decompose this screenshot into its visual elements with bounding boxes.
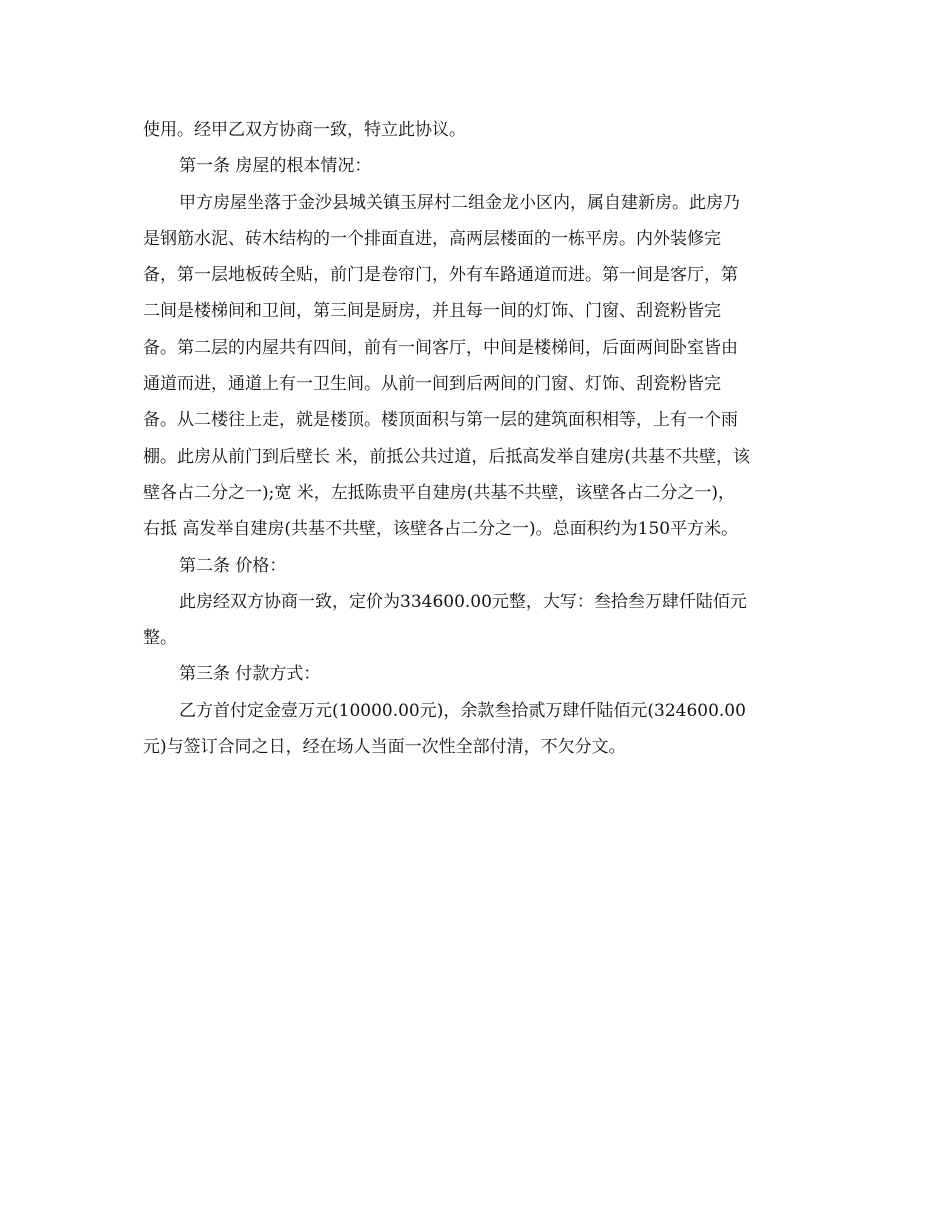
text-line: 是钢筋水泥、砖木结构的一个排面直进，高两层楼面的一栋平房。内外装修完 [143,228,721,249]
article-1-heading: 第一条 房屋的根本情况： [179,156,372,177]
text-line: 通道而进，通道上有一卫生间。从前一间到后两间的门窗、灯饰、刮瓷粉皆完 [143,374,721,395]
text-line: 棚。此房从前门到后壁长 米，前抵公共过道，后抵高发举自建房(共基不共壁，该 [143,446,751,467]
document-body [143,112,813,765]
text-line: 使用。经甲乙双方协商一致，特立此协议。 [143,120,466,140]
text-line: 壁各占二分之一);宽 米，左抵陈贵平自建房(共基不共壁，该壁各占二分之一)， [143,482,736,503]
text-line: 备，第一层地板砖全贴，前门是卷帘门，外有车路通道而进。第一间是客厅，第 [143,265,738,286]
text-line: 元)与签订合同之日，经在场人当面一次性全部付清，不欠分文。 [143,737,626,758]
text-line: 乙方首付定金壹万元(10000.00元)，余款叁拾贰万肆仟陆佰元(324600.00 [179,700,746,721]
text-line: 甲方房屋坐落于金沙县城关镇玉屏村二组金龙小区内，属自建新房。此房乃 [179,192,740,213]
text-line: 整。 [143,628,177,649]
text-line: 此房经双方协商一致，定价为334600.00元整，大写：叁拾叁万肆仟陆佰元 [179,591,747,612]
text-line: 右抵 高发举自建房(共基不共壁，该壁各占二分之一)。总面积约为150平方米。 [143,519,739,540]
text-line: 备。第二层的内屋共有四间，前有一间客厅，中间是楼梯间，后面两间卧室皆由 [143,337,738,358]
article-3-heading: 第三条 付款方式： [179,664,321,685]
text-line: 备。从二楼往上走，就是楼顶。楼顶面积与第一层的建筑面积相等，上有一个雨 [143,410,738,431]
text-line: 二间是楼梯间和卫间，第三间是厨房，并且每一间的灯饰、门窗、刮瓷粉皆完 [143,301,721,322]
article-2-heading: 第二条 价格： [179,555,287,576]
